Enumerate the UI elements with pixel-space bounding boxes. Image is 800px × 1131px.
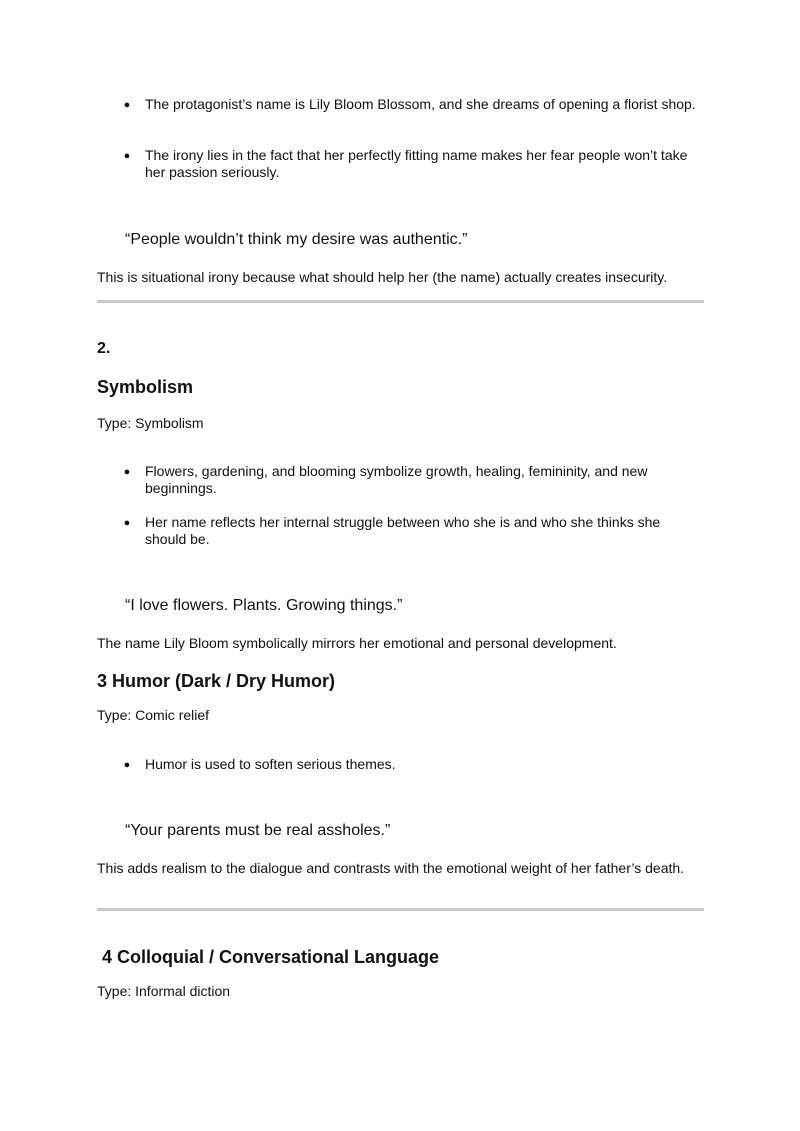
symbolism-quote: “I love flowers. Plants. Growing things.” xyxy=(125,597,403,614)
device-type: Type: Comic relief xyxy=(97,707,210,723)
section-number: 2. xyxy=(97,340,111,357)
bullet-icon: ● xyxy=(123,759,131,771)
list-item: The protagonist’s name is Lily Bloom Blossom, and she dreams of opening a florist shop. xyxy=(145,96,696,112)
list-item: Her name reflects her internal struggle between who she is and who she thinks she should be. xyxy=(145,514,661,547)
device-type: Type: Informal diction xyxy=(97,983,231,999)
irony-quote: “People wouldn’t think my desire was authentic.” xyxy=(125,231,468,248)
section-heading: 3 Humor (Dark / Dry Humor) xyxy=(97,671,336,691)
irony-explanation: This is situational irony because what should help her (the name) actually creates insecurity. xyxy=(97,269,668,285)
device-type: Type: Symbolism xyxy=(97,415,204,431)
bullet-icon: ● xyxy=(123,466,131,478)
list-item: The irony lies in the fact that her perfectly fitting name makes her fear people won’t take her passion seriously. xyxy=(145,147,688,180)
section-divider xyxy=(97,300,704,303)
bullet-icon: ● xyxy=(123,517,131,529)
list-item: Humor is used to soften serious themes. xyxy=(145,756,396,772)
section-divider xyxy=(97,908,704,911)
section-heading: 4 Colloquial / Conversational Language xyxy=(97,947,440,967)
symbolism-explanation: The name Lily Bloom symbolically mirrors her emotional and personal development. xyxy=(97,635,617,651)
section-heading: Symbolism xyxy=(97,377,194,397)
list-item: Flowers, gardening, and blooming symbolize growth, healing, femininity, and new beginnings. xyxy=(145,463,648,496)
bullet-icon: ● xyxy=(123,99,131,111)
bullet-icon: ● xyxy=(123,150,131,162)
humor-explanation: This adds realism to the dialogue and contrasts with the emotional weight of her father’s death. xyxy=(97,860,685,876)
humor-quote: “Your parents must be real assholes.” xyxy=(125,822,391,839)
